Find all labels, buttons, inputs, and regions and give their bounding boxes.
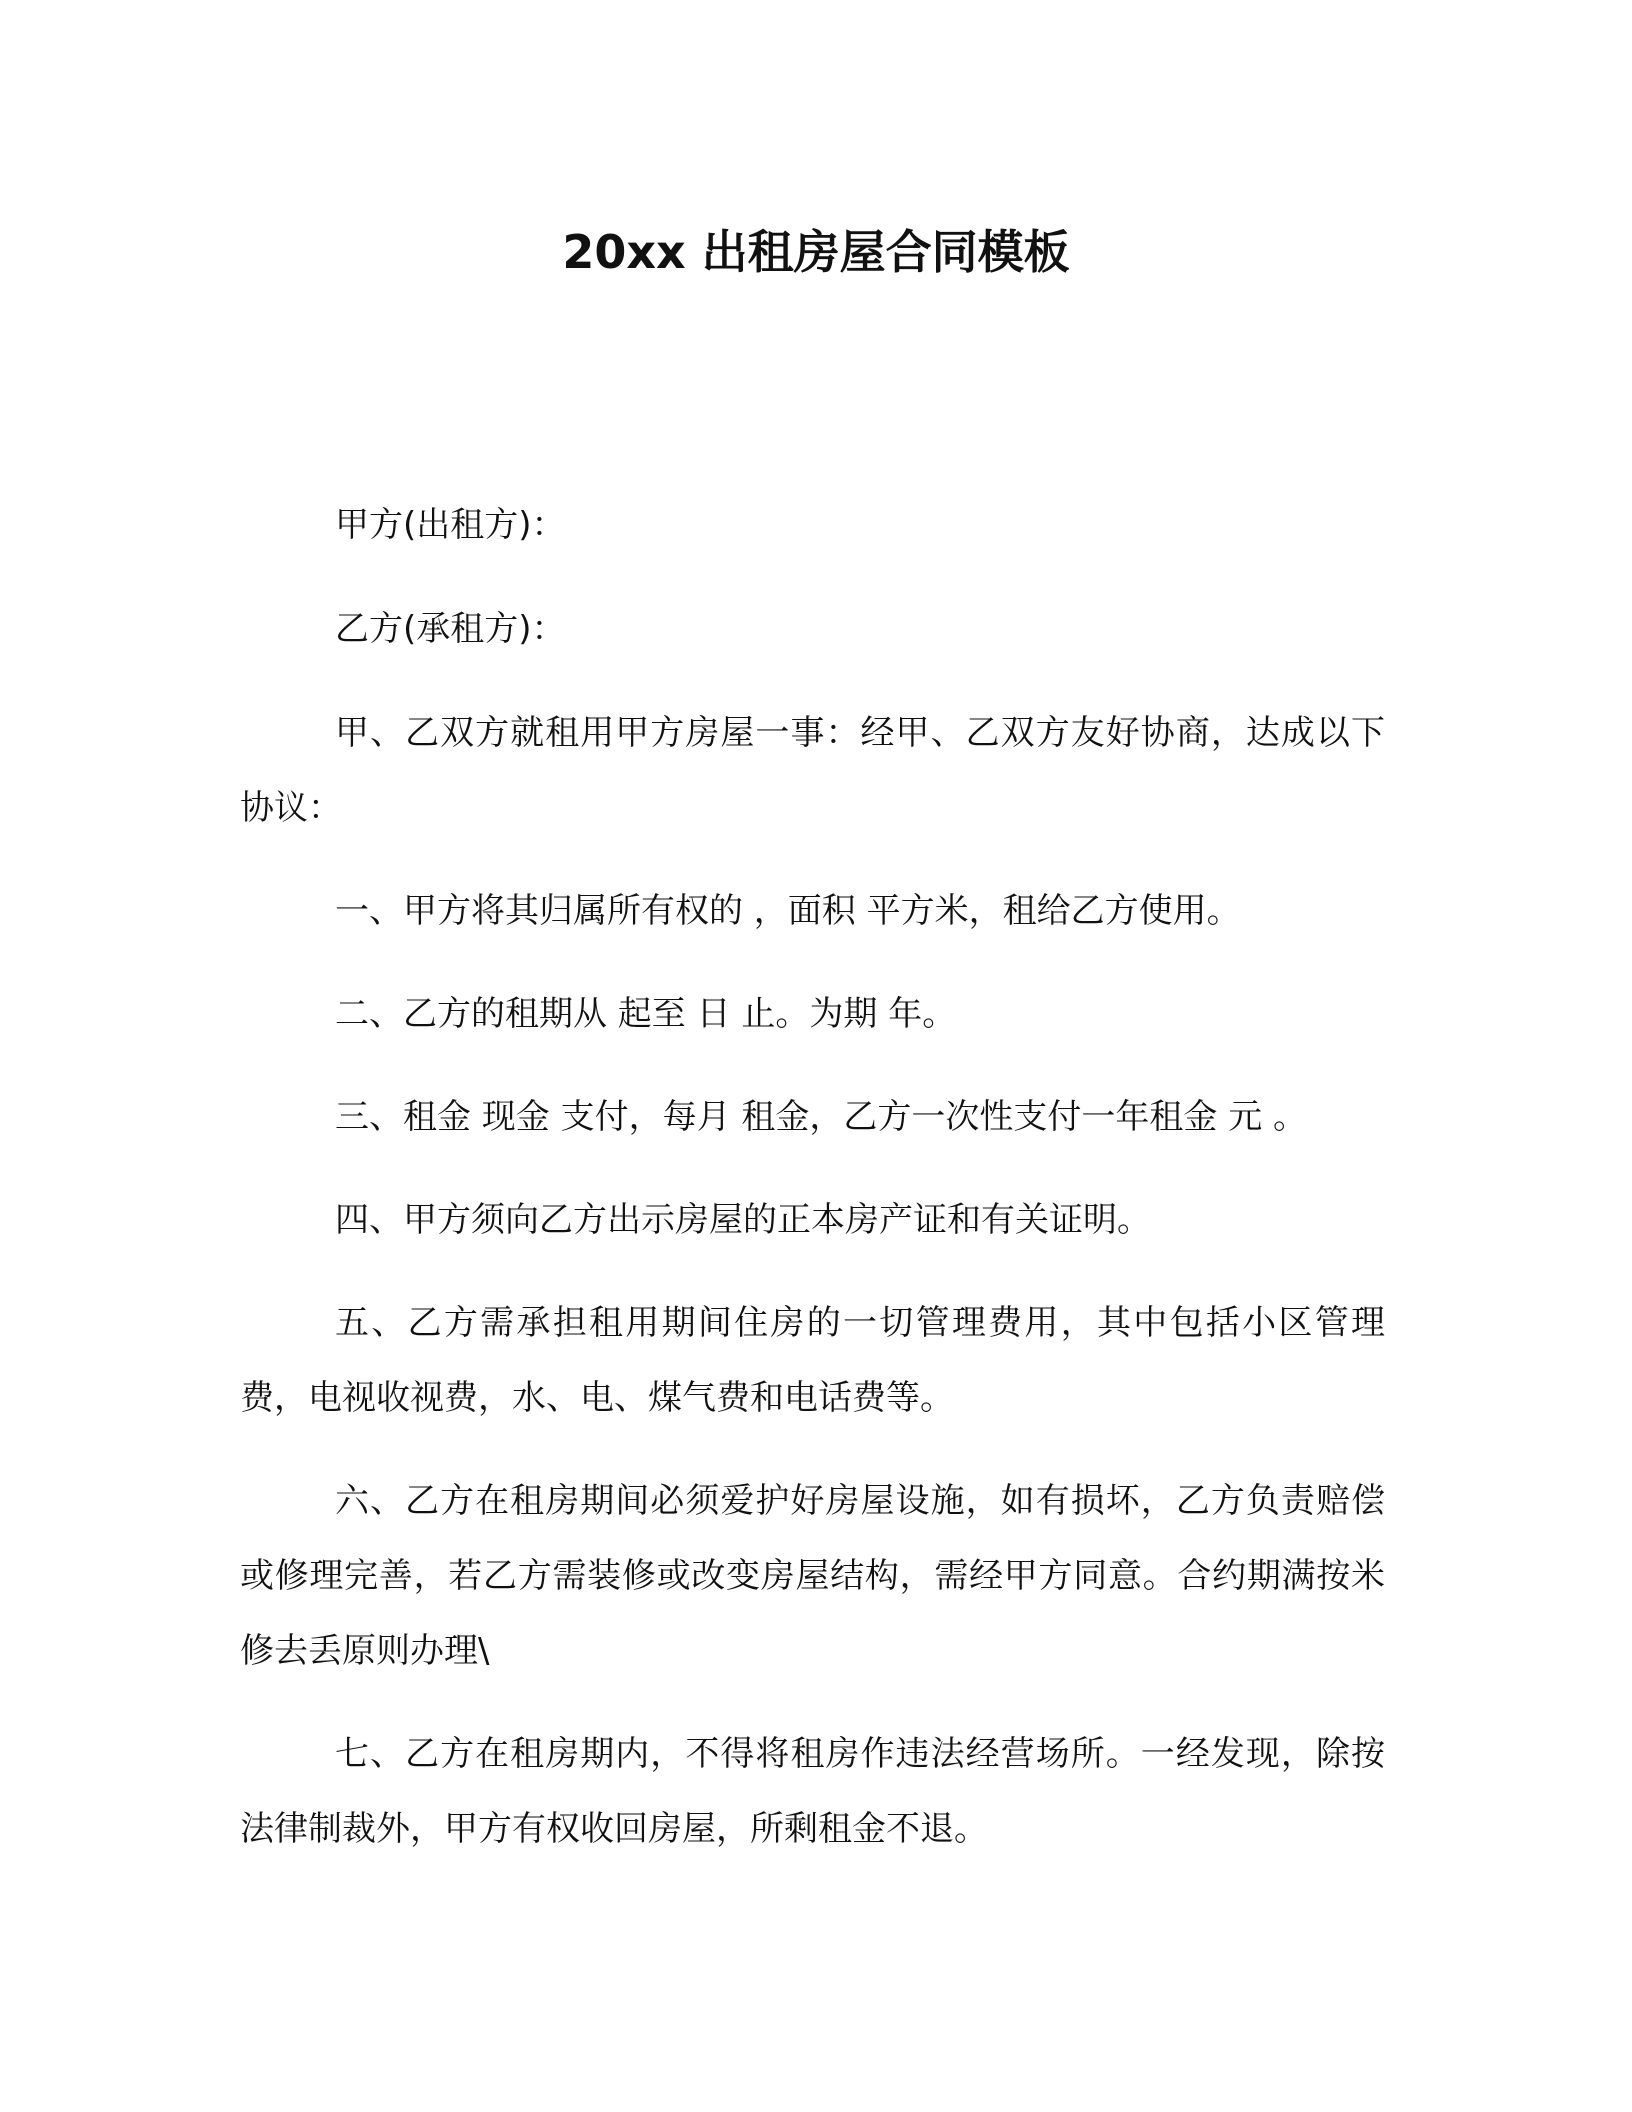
clause-2: 二、乙方的租期从 起至 日 止。为期 年。 (335, 994, 957, 1034)
clause-6: 六、乙方在租房期间必须爱护好房屋设施，如有损坏，乙方负责赔偿或修理完善，若乙方需装修或改变房屋结构，需经甲方同意。合约期满按米修去丢原则办理\ (240, 1481, 1385, 1671)
document-body (240, 488, 1385, 1895)
party-a-line: 甲方(出租方)： (335, 505, 566, 545)
clause-4: 四、甲方须向乙方出示房屋的正本房产证和有关证明。 (335, 1200, 1151, 1240)
clause-5: 五、乙方需承担租用期间住房的一切管理费用，其中包括小区管理费，电视收视费，水、电、煤气费和电话费等。 (240, 1303, 1385, 1418)
agreement-intro: 甲、乙双方就租用甲方房屋一事：经甲、乙双方友好协商，达成以下协议： (240, 713, 1385, 828)
clause-1: 一、甲方将其归属所有权的 ，面积 平方米，租给乙方使用。 (335, 891, 1241, 931)
clause-7: 七、乙方在租房期内，不得将租房作违法经营场所。一经发现，除按法律制裁外，甲方有权收回房屋，所剩租金不退。 (240, 1734, 1385, 1849)
party-b-line: 乙方(承租方)： (335, 609, 566, 649)
document-title: 20xx 出租房屋合同模板 (562, 225, 1070, 279)
clause-3: 三、租金 现金 支付，每月 租金，乙方一次性支付一年租金 元 。 (335, 1097, 1308, 1137)
